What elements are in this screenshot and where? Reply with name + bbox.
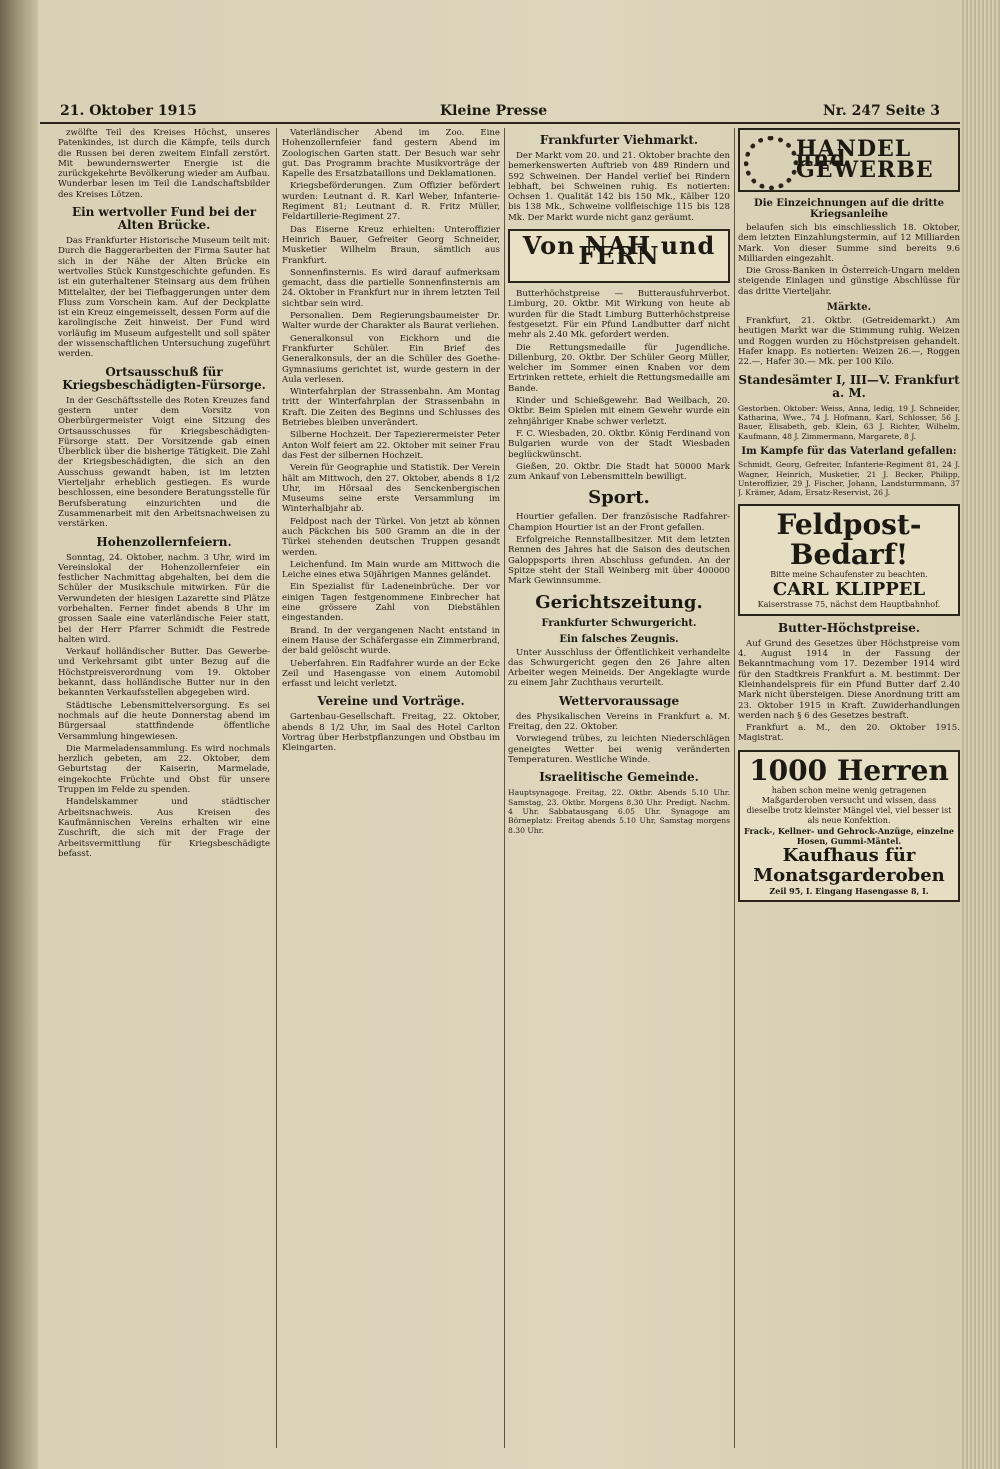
binding-shadow [0, 0, 38, 1469]
column-3 [508, 128, 730, 1458]
headline-hohenzollern: Hohenzollernfeiern. [96, 534, 232, 549]
article-text: Hauptsynagoge. Freitag, 22. Oktbr. Abends 5.10 Uhr. Samstag, 23. Oktbr. Morgens 8.30 Uhr. Predigt. Nachm. 4 Uhr. Sabbatausgang 6.05 Uhr. Synagoge am Börneplatz: Freitag abends 5.10 Uhr, Samstag morgens 8.30 Uhr. [508, 788, 730, 835]
masthead-page-number: Nr. 247 Seite 3 [822, 103, 940, 119]
article-text: Generalkonsul von Eickhorn und die Frankfurter Schüler. Ein Brief des Generalkonsuls, der an die Schüler des Goethe-Gymnasiums gerichtet ist, wurde gestern in der Aula verlesen. [282, 333, 500, 385]
headline-butter: Butter-Höchstpreise. [777, 620, 921, 635]
column-1 [58, 128, 270, 1458]
article-text: Der Markt vom 20. und 21. Oktober brachte den bemerkenswerten Auftrieb von 489 Rindern und 592 Schweinen. Der Handel verlief bei Rindern lebhaft, bei Schweinen ruhig. Es notierten: Ochsen 1. Qualität 142 bis 150 Mk., Kälber 120 bis 138 Mk., Schweine vollfleischige 115 bis 128 Mk. Der Markt wurde nicht ganz geräumt. [508, 151, 730, 223]
headline-vereine: Vereine und Vorträge. [317, 694, 465, 709]
headline-gericht: Gerichtszeitung. [535, 591, 703, 613]
article-text: Personalien. Dem Regierungsbaumeister Dr. Walter wurde der Charakter als Baurat verliehen. [282, 311, 500, 332]
ad-body: haben schon meine wenig getragenen Maßgarderoben versucht und wissen, dass dieselbe trotz kleinster Mängel viel, viel besser ist als neue Konfektion. [746, 785, 952, 825]
article-text: Handelskammer und städtischer Arbeitsnachweis. Aus Kreisen des Kaufmännischen Vereins erhalten wir eine Zuschrift, die sich mit der Frage der Arbeitsvermittlung für Kriegsbeschädigte befasst. [58, 797, 270, 859]
masthead-title: Kleine Presse [440, 103, 548, 119]
column-rule [276, 128, 277, 1448]
masthead [40, 100, 960, 124]
article-text: Butterhöchstpreise — Butterausfuhrverbot. Limburg, 20. Oktbr. Mit Wirkung von heute ab wurden für die Stadt Limburg Butterhöchstpreise festgesetzt. Für ein Pfund Landbutter darf nicht mehr als 2.40 Mk. gefordert werden. [508, 289, 730, 341]
article-text: Hourtier gefallen. Der französische Radfahrer-Champion Hourtier ist an der Front gefallen. [508, 512, 730, 533]
article-text: In der Geschäftsstelle des Roten Kreuzes fand gestern unter dem Vorsitz von Oberbürgermeister Voigt eine Sitzung des Ortsausschusses für Kriegsbeschädigten-Fürsorge statt. Der Vorsitzende gab einen Überblick über die bisherige Tätigkeit. Die Zahl der Kriegsbeschädigten, die sich an den Ausschuss gewandt haben, ist im letzten Vierteljahr erheblich gestiegen. Es wurde beschlossen, eine besondere Beratungsstelle für Berufsberatung einzurichten und die Zusammenarbeit mit den Arbeitsnachweisen zu verstärken. [58, 395, 270, 530]
article-text: Auf Grund des Gesetzes über Höchstpreise vom 4. August 1914 in der Fassung der Bekanntmachung vom 17. Dezember 1914 wird für den Stadtkreis Frankfurt a. M. bestimmt: Der Kleinhandelspreis für ein Pfund Butter darf 2.40 Mark nicht übersteigen. Diese Anordnung tritt am 23. Oktober 1915 in Kraft. Zuwiderhandlungen werden nach § 6 des Gesetzes bestraft. [738, 638, 960, 721]
article-text: Das Eiserne Kreuz erhielten: Unteroffizier Heinrich Bauer, Gefreiter Georg Schneider, Musketier Wilhelm Braun, sämtlich aus Frankfurt. [282, 224, 500, 266]
article-text: Verein für Geographie und Statistik. Der Verein hält am Mittwoch, den 27. Oktober, abends 8 1/2 Uhr, im Hörsaal des Senckenbergischen Museums seine erste Versammlung im Winterhalbjahr ab. [282, 463, 500, 515]
article-text: Ueberfahren. Ein Radfahrer wurde an der Ecke Zeil und Hasengasse von einem Automobil erfasst und leicht verletzt. [282, 658, 500, 690]
article-text: Verkauf holländischer Butter. Das Gewerbe- und Verkehrsamt gibt unter Bezug auf die Höchstpreisverordnung vom 19. Oktober bekannt, dass holländische Butter nur in den bekannten Verkaufsstellen abgegeben wird. [58, 647, 270, 699]
article-text: Feldpost nach der Türkei. Von jetzt ab können auch Päckchen bis 500 Gramm an die in der Türkei stehenden deutschen Truppen gesandt werden. [282, 516, 500, 558]
article-text: Sonntag, 24. Oktober, nachm. 3 Uhr, wird im Vereinslokal der Hohenzollernfeier ein festlicher Nachmittag abgehalten, bei dem die Schüler der Musikschule mitwirken. Für die Verwundeten der hiesigen Lazarette sind Plätze vorbehalten. Ferner findet abends 8 Uhr im grossen Saale eine vaterländische Feier statt, bei der Herr Pfarrer Schmidt die Festrede halten wird. [58, 552, 270, 645]
page-edges [960, 0, 1000, 1469]
handel-gewerbe-logo [738, 128, 960, 192]
subheadline-schwurgericht: Frankfurter Schwurgericht. [541, 617, 697, 629]
article-text: Brand. In der vergangenen Nacht entstand in einem Hause der Schäfergasse ein Zimmerbrand, der bald gelöscht wurde. [282, 625, 500, 657]
article-text: Frankfurt a. M., den 20. Oktober 1915. Magistrat. [738, 723, 960, 744]
article-text: Erfolgreiche Rennstallbesitzer. Mit dem letzten Rennen des Jahres hat die Saison des deutschen Galoppsports ihren Abschluss gefunden. An der Spitze steht der Stall Weinberg mit über 400000 Mark Gewinnsumme. [508, 535, 730, 587]
ad-address: Kaiserstrasse 75, nächst dem Hauptbahnhof. [757, 599, 941, 609]
article-text: Kinder und Schießgewehr. Bad Weilbach, 20. Oktbr. Beim Spielen mit einem Gewehr wurde ein zehnjähriger Knabe schwer verletzt. [508, 396, 730, 427]
article-text: Das Frankfurter Historische Museum teilt mit: Durch die Baggerarbeiten der Firma Sauter hat sich in der Nähe der Alten Brücke ein wertvolles Stück Kunstgeschichte gefunden. Es ist ein guterhaltener Steinsarg aus dem frühen Mittelalter, der bei Tiefbaggerungen unter dem Fluss zum Vorschein kam. Auf der Deckplatte ist ein Kreuz eingemeisselt, dessen Form auf die karolingische Zeit hinweist. Der Fund wird vorläufig im Museum aufgestellt und soll später der wissenschaftlichen Untersuchung zugeführt werden. [58, 236, 270, 360]
cut-off-column [40, 128, 52, 1458]
headline-fuersorge: Ortsausschuß für Kriegsbeschädigten-Fürsorge. [62, 364, 266, 392]
headline-viehmarkt: Frankfurter Viehmarkt. [539, 133, 699, 147]
section-banner-nah-fern [508, 229, 730, 283]
advertisement-herren [738, 750, 960, 902]
column-4 [738, 128, 960, 1458]
headline-sport: Sport. [588, 487, 650, 509]
article-text: zwölfte Teil des Kreises Höchst, unseres Patenkindes, ist durch die Kämpfe, teils durch die Russen bei deren zweitem Einfall zerstört. Mit bewundernswerter Energie ist die zurückgekehrte Bevölkerung wieder am Aufbau. Wunderbar lesen im Teil die Landschaftsbilder des Kreises Lötzen. [58, 128, 270, 200]
article-text: des Physikalischen Vereins in Frankfurt a. M. Freitag, den 22. Oktober. [508, 711, 730, 732]
article-text: Winterfahrplan der Strassenbahn. Am Montag tritt der Winterfahrplan der Strassenbahn in Kraft. Die Zeiten des Beginns und Schlusses des Betriebes bleiben unverändert. [282, 387, 500, 429]
gear-icon [744, 136, 798, 190]
headline-bruecke: Ein wertvoller Fund bei der Alten Brücke. [71, 205, 257, 233]
article-text: Ein Spezialist für Ladeneinbrüche. Der vor einigen Tagen festgenommene Einbrecher hat eine grössere Zahl von Diebstählen eingestanden. [282, 582, 500, 624]
headline-maerkte: Märkte. [826, 302, 872, 314]
article-text: Unter Ausschluss der Öffentlichkeit verhandelte das Schwurgericht gegen den 26 Jahre alten Arbeiter wegen Meineids. Der Angeklagte wurde zu einem Jahr Zuchthaus verurteilt. [508, 647, 730, 689]
masthead-date: 21. Oktober 1915 [60, 103, 197, 119]
article-text: Leichenfund. Im Main wurde am Mittwoch die Leiche eines etwa 50jährigen Mannes geländet. [282, 559, 500, 581]
advertisement-klippel [738, 504, 960, 616]
headline-israel: Israelitische Gemeinde. [539, 770, 699, 785]
article-text: Die Marmeladensammlung. Es wird nochmals herzlich gebeten, am 22. Oktober, dem Geburtstag der Kaiserin, Marmelade, eingekochte Früchte und Obst für unsere Truppen im Felde zu spenden. [58, 743, 270, 796]
article-text: Vaterländischer Abend im Zoo. Eine Hohenzollernfeier fand gestern Abend im Zoologischen Garten statt. Der Besuch war sehr gut. Das Programm brachte Musikvorträge der Kapelle des Ersatzbataillons und Deklamationen. [282, 128, 500, 180]
article-text: Vorwiegend trübes, zu leichten Niederschlägen geneigtes Wetter bei wenig veränderten Temperaturen. Westliche Winde. [508, 734, 730, 765]
headline-standesaemter: Standesämter I, III—V. Frankfurt a. M. [738, 372, 960, 400]
ad-address: Zeil 95, I. Eingang Hasengasse 8, I. [769, 885, 929, 896]
logo-text: HANDEL und GEWERBE [796, 136, 934, 183]
article-text: Die Gross-Banken in Österreich-Ungarn melden steigende Einlagen und günstige Abschlüsse für das dritte Vierteljahr. [738, 266, 960, 297]
article-text: Gartenbau-Gesellschaft. Freitag, 22. Oktober, abends 8 1/2 Uhr, im Saal des Hotel Carlton Vortrag über Herbstpflanzungen und Obstbau im Kleingarten. [282, 712, 500, 754]
headline-vaterland: Im Kampfe für das Vaterland gefallen: [741, 446, 957, 458]
column-rule [504, 128, 505, 1448]
column-2 [282, 128, 500, 1458]
article-text: Gestorben. Oktober: Weiss, Anna, ledig, 19 J. Schneider, Katharina, Wwe., 74 J. Hofmann, Karl, Schlosser, 56 J. Bauer, Elisabeth, geb. Klein, 63 J. Richter, Wilhelm, Kaufmann, 48 J. Zimmermann, Margarete, 8 J. [738, 403, 960, 441]
ad-firm-name: Kaufhaus für Monatsgarderoben [753, 844, 945, 886]
ad-headline: 1000 Herren [749, 753, 949, 787]
subheadline-zeugnis: Ein falsches Zeugnis. [559, 633, 679, 645]
headline-wetter: Wettervoraussage [558, 693, 680, 708]
article-text: F. C. Wiesbaden, 20. Oktbr. König Ferdinand von Bulgarien wurde von der Stadt Wiesbaden beglückwünscht. [508, 428, 730, 460]
article-text: Frankfurt, 21. Oktbr. (Getreidemarkt.) Am heutigen Markt war die Stimmung ruhig. Weizen und Roggen wurden zu Höchstpreisen gehandelt. Hafer knapp. Es notierten: Weizen 26.—, Roggen 22.—, Hafer 30.— Mk. per 100 Kilo. [738, 316, 960, 368]
banner-title: Von NAH und FERN [522, 231, 716, 271]
article-text: Silberne Hochzeit. Der Tapezierermeister Peter Anton Wolf feiert am 22. Oktober mit seiner Frau das Fest der silbernen Hochzeit. [282, 430, 500, 461]
headline-anleihe: Die Einzeichnungen auf die dritte Kriegsanleihe [754, 198, 944, 220]
ad-list: Frack-, Kellner- und Gehrock-Anzüge, einzelne Hosen, Gummi-Mäntel. [744, 825, 954, 846]
column-rule [734, 128, 735, 1448]
ad-headline: Feldpost-Bedarf! [776, 507, 922, 571]
article-text: belaufen sich bis einschliesslich 18. Oktober, dem letzten Einzahlungstermin, auf 12 Milliarden Mark. Von dieser Summe sind bereits 9.6 Milliarden eingezahlt. [738, 223, 960, 264]
article-text: Schmidt, Georg, Gefreiter, Infanterie-Regiment 81, 24 J. Wagner, Heinrich, Musketier, 21 J. Becker, Philipp, Unteroffizier, 29 J. Fischer, Johann, Landsturmmann, 37 J. Krämer, Adam, Ersatz-Reservist, 26 J. [738, 460, 960, 498]
ad-note: Bitte meine Schaufenster zu beachten. [770, 569, 928, 579]
article-text: Städtische Lebensmittelversorgung. Es sei nochmals auf die heute Donnerstag abend im Bürgersaal stattfindende öffentliche Versammlung hingewiesen. [58, 700, 270, 742]
ad-firm-name: CARL KLIPPEL [772, 578, 926, 600]
article-text: Kriegsbeförderungen. Zum Offizier befördert wurden: Leutnant d. R. Karl Weber, Infanterie-Regiment 81; Leutnant d. R. Fritz Müller, Feldartillerie-Regiment 27. [282, 181, 500, 223]
article-text: Gießen, 20. Oktbr. Die Stadt hat 50000 Mark zum Ankauf von Lebensmitteln bewilligt. [508, 461, 730, 483]
article-text: Die Rettungsmedaille für Jugendliche. Dillenburg, 20. Oktbr. Der Schüler Georg Müller, welcher im Sommer einen Knaben vor dem Ertrinken rettete, erhielt die Rettungsmedaille am Bande. [508, 342, 730, 394]
article-text: Sonnenfinsternis. Es wird darauf aufmerksam gemacht, dass die partielle Sonnenfinsternis am 24. Oktober in Frankfurt nur in ihrem letzten Teil sichtbar sein wird. [282, 267, 500, 309]
